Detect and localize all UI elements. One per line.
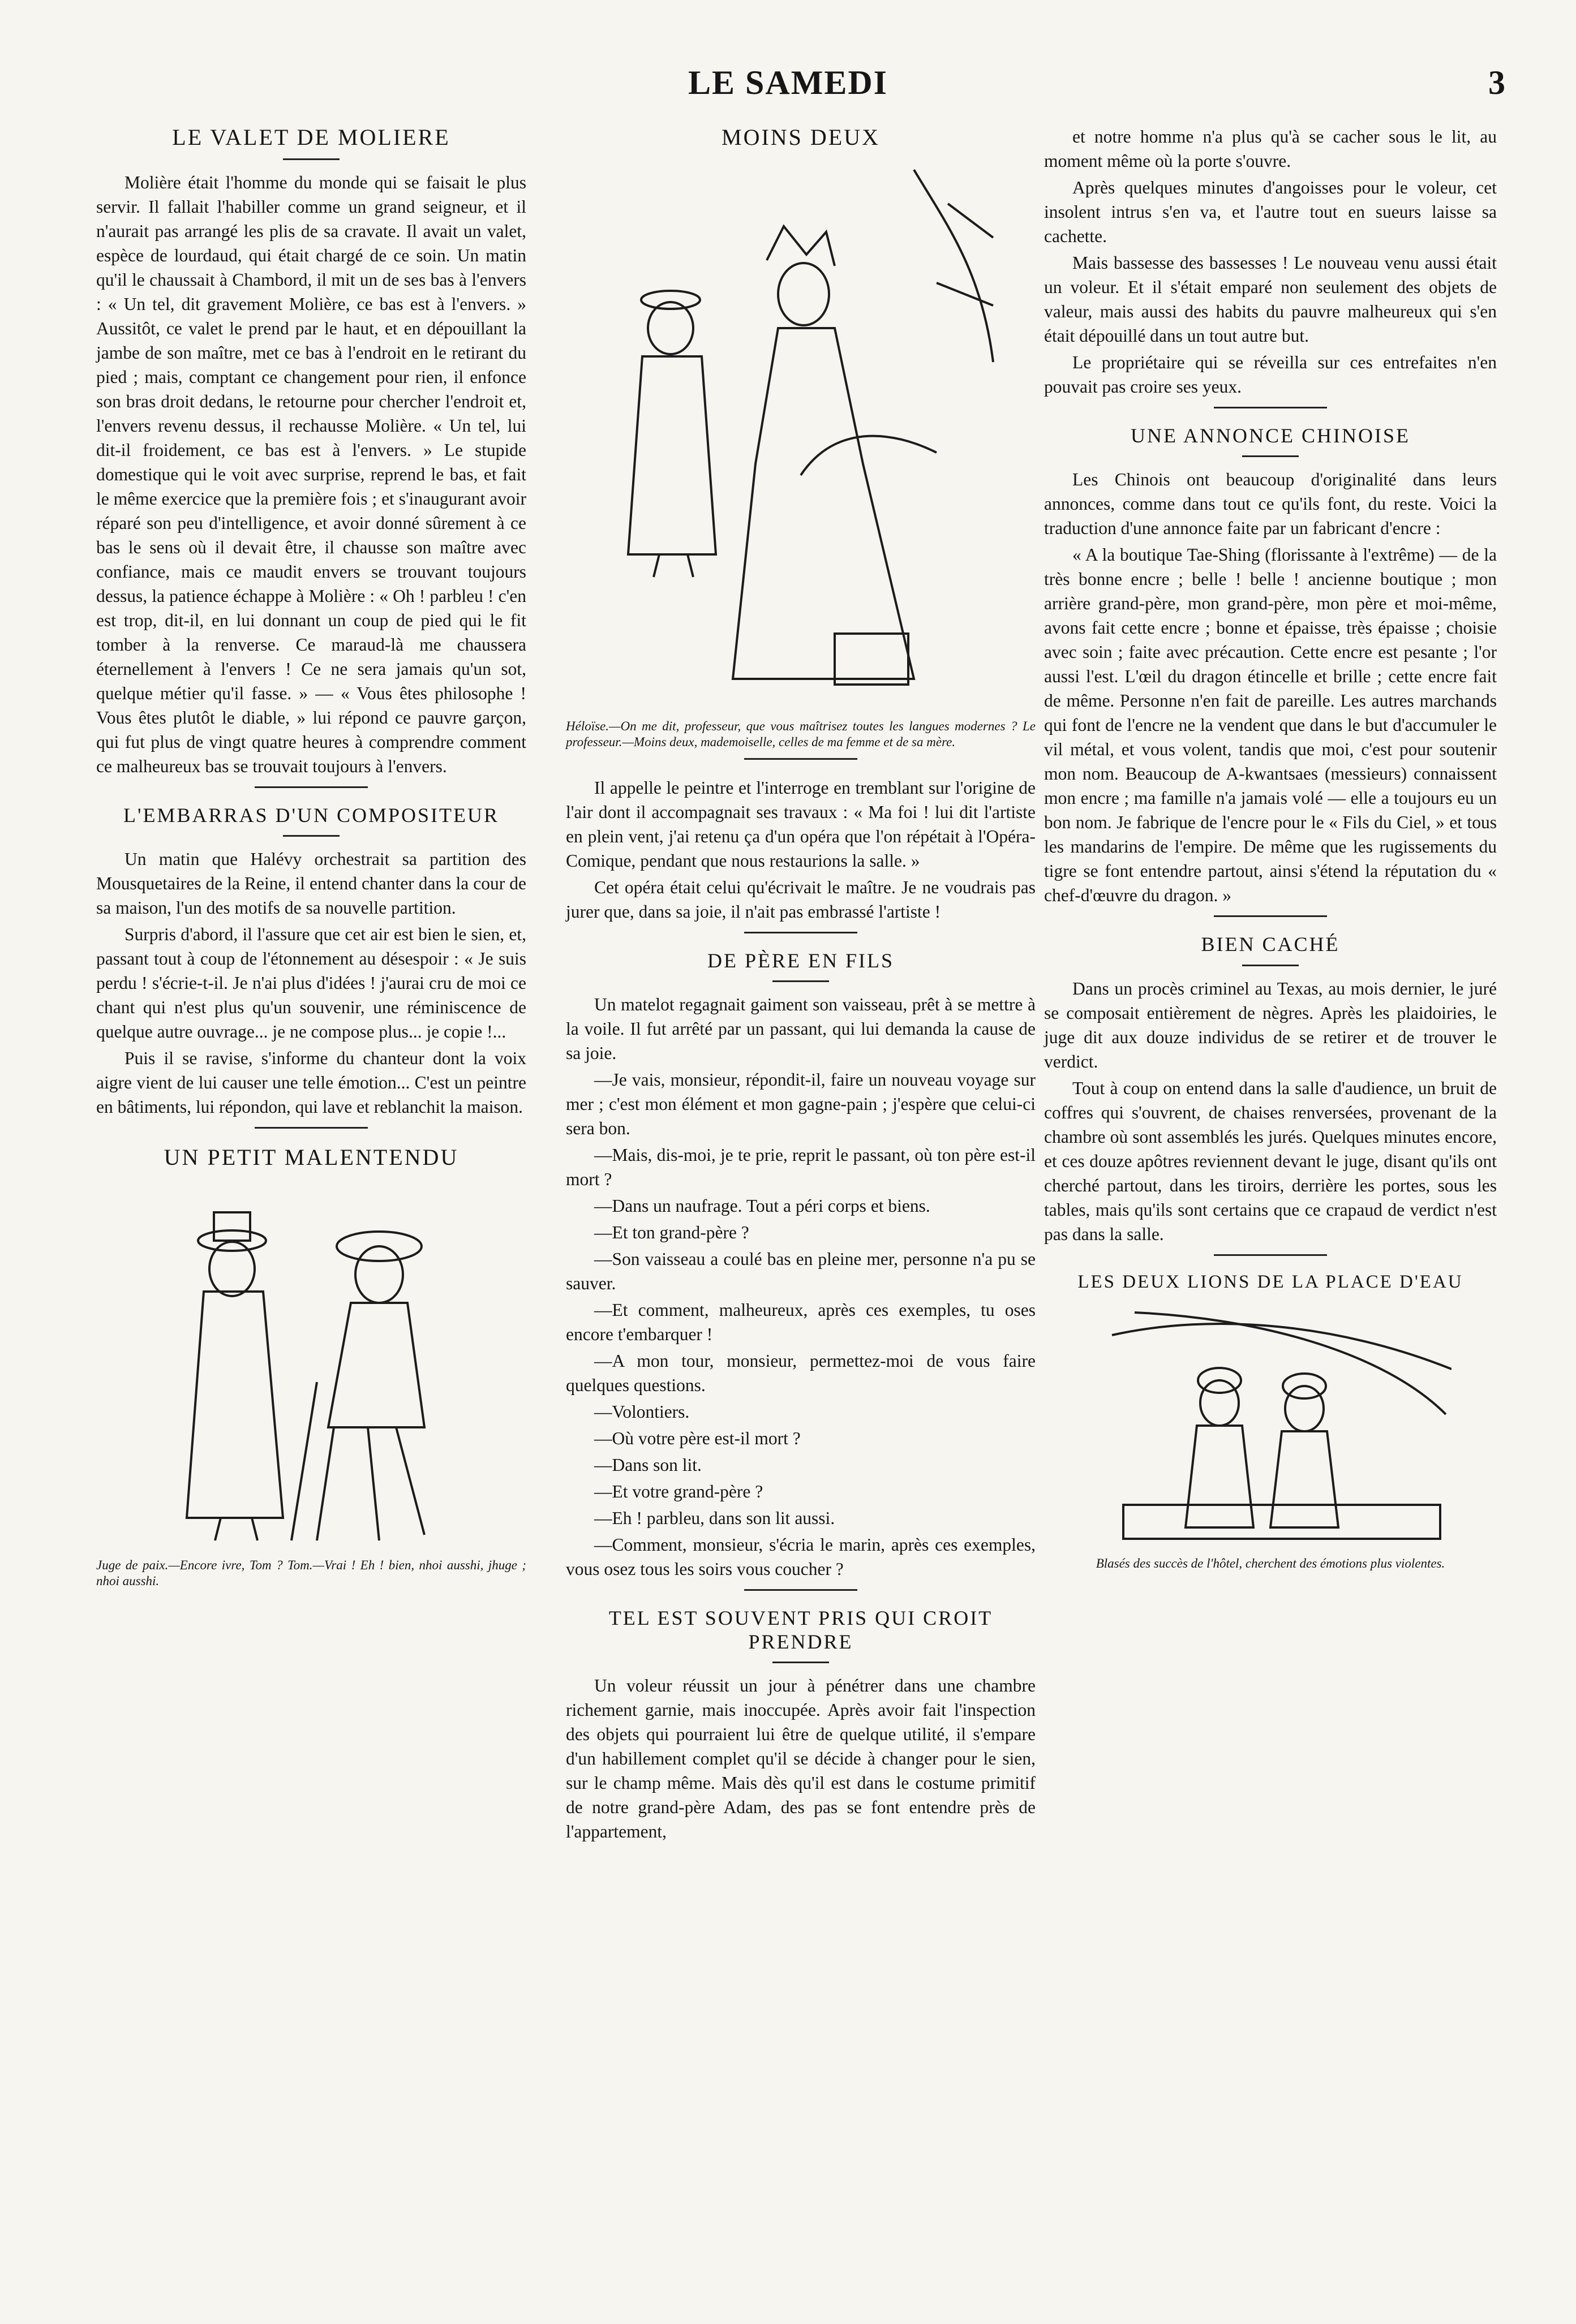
illustration-two-fishermen: [1089, 1301, 1452, 1550]
article-embarras: [96, 804, 526, 1119]
article-title: UN PETIT MALENTENDU: [164, 1144, 459, 1170]
divider: [1242, 965, 1299, 966]
paragraph: Mais bassesse des bassesses ! Le nouveau venu aussi était un voleur. Et il s'était emparé non seulement des objets de valeur, mais aussi des habits du pauvre malheureux qui s'en était dépouillé dans un tout autre but.: [1044, 253, 1497, 346]
paragraph: —Et votre grand-père ?: [594, 1482, 763, 1502]
article-title: LES DEUX LIONS DE LA PLACE D'EAU: [1077, 1271, 1463, 1292]
paragraph: —Dans un naufrage. Tout a péri corps et biens.: [594, 1196, 930, 1216]
column-right: [1044, 124, 1497, 1572]
paragraph: —A mon tour, monsieur, permettez-moi de vous faire quelques questions.: [566, 1351, 1036, 1396]
paragraph: —Où votre père est-il mort ?: [594, 1428, 801, 1449]
divider: [1214, 1254, 1327, 1256]
article-title: L'EMBARRAS D'UN COMPOSITEUR: [123, 804, 500, 827]
divider: [255, 786, 368, 788]
article-title: MOINS DEUX: [722, 124, 880, 150]
divider: [1214, 407, 1327, 408]
paragraph: Un matelot regagnait gaiment son vaisseau, prêt à se mettre à la voile. Il fut arrêté par un passant, qui lui demanda la cause de sa joie.: [566, 995, 1036, 1064]
article-pere-en-fils: [566, 949, 1036, 1581]
paragraph: Les Chinois ont beaucoup d'originalité dans leurs annonces, comme dans tout ce qu'ils font, du reste. Voici la traduction d'une annonce faite par un fabricant d'encre :: [1044, 470, 1497, 539]
article-title: LE VALET DE MOLIERE: [172, 124, 450, 150]
paragraph: « A la boutique Tae-Shing (florissante à l'extrême) — de la très bonne encre ; belle ! belle ! ancienne boutique ; mon arrière grand-père, mon grand-père, mon père et moi-même, avons fait cette encre ; bonne et épaisse, très épaisse ; choisie avec soin ; faite avec précaution. Cette encre est pesante ; l'or aussi l'est. L'œil du dragon étincelle et brille ; cette encre fait de même. Personne n'en fait de pareille. Les autres marchands qui font de l'encre ne la vendent que dans le but d'accumuler le vil métal, et vous volent, tandis que moi, c'est pour soutenir mon nom. Beaucoup de A-kwantsaes (messieurs) connaissent mon encre ; ma famille n'a jamais volé — elle a toujours eu un bon nom. Je fabrique de l'encre pour le « Fils du Ciel, » et tous les mandarins de l'empire. De même que les rugissements du tigre se font entendre partout, ainsi s'étend la réputation du « chef-d'œuvre du dragon. »: [1044, 545, 1497, 906]
paragraph: Cet opéra était celui qu'écrivait le maître. Je ne voudrais pas jurer que, dans sa joie, il n'ait pas embrassé l'artiste !: [566, 877, 1036, 922]
divider: [744, 758, 857, 760]
illustration-caption: Héloïse.—On me dit, professeur, que vous maîtrisez toutes les langues modernes ? Le professeur.—Moins deux, mademoiselle, celles de ma femme et de sa mère.: [566, 719, 1036, 749]
divider: [283, 835, 340, 837]
illustration-caption: Blasés des succès de l'hôtel, cherchent des émotions plus violentes.: [1096, 1556, 1445, 1570]
paragraph: —Dans son lit.: [594, 1455, 702, 1475]
article-title: BIEN CACHÉ: [1201, 933, 1340, 956]
article-valet: [96, 124, 526, 778]
divider: [1242, 455, 1299, 457]
paragraph: Le propriétaire qui se réveilla sur ces entrefaites n'en pouvait pas croire ses yeux.: [1044, 352, 1497, 397]
paragraph: et notre homme n'a plus qu'à se cacher sous le lit, au moment même où la porte s'ouvre.: [1044, 127, 1497, 171]
paragraph: Molière était l'homme du monde qui se faisait le plus servir. Il fallait l'habiller comme un grand seigneur, et il n'aurait pas arrangé les plis de sa cravate. Il avait un valet, espèce de lourdaud, qui était chargé de ce soin. Un matin qu'il le chaussait à Chambord, il mit un de ses bas à l'envers : « Un tel, dit gravement Molière, ce bas est à l'envers. » Aussitôt, ce valet le prend par le haut, et en dépouillant la jambe de son maître, met ce bas à l'endroit en le retirant du pied ; mais, comptant ce changement pour rien, il enfonce son bras droit dedans, le retourne pour chercher l'endroit et, l'envers revenu dessus, il rechausse Molière. « Un tel, lui dit-il froidement, ce bas est à l'envers. » Le stupide domestique qui le voit avec surprise, reprend le bas, et fait le même exercice que la première fois ; et s'inaugurant avoir réparé son peu d'intelligence, et avoir donné sûrement à ce bas le sens où il devait être, il chausse son maître avec confiance, mais ce maudit envers se trouvant toujours dessus, la patience échappe à Molière : « Oh ! parbleu ! c'en est trop, dit-il, en lui donnant un coup de pied qui le fit tomber à la renverse. Ce maraud-là me chaussera éternellement à l'envers ! Ce ne sera jamais qu'un sot, quelque métier qu'il fasse. » — « Vous êtes philosophe ! Vous êtes plutôt le diable, » lui répond ce pauvre garçon, qui fut plus de vingt quatre heures à comprendre comment ce malheureux bas se trouvait toujours à l'envers.: [96, 173, 526, 776]
illustration-judge-and-drunk: [130, 1178, 492, 1552]
paragraph: —Mais, dis-moi, je te prie, reprit le passant, où ton père est-il mort ?: [566, 1145, 1036, 1190]
divider: [772, 1662, 829, 1663]
page-number: 3: [1488, 64, 1505, 101]
paragraph: —Volontiers.: [594, 1402, 690, 1422]
article-annonce-chinoise: [1044, 424, 1497, 907]
article-moins-deux: [566, 124, 1036, 750]
paragraph: —Eh ! parbleu, dans son lit aussi.: [594, 1508, 835, 1529]
article-bien-cache: [1044, 933, 1497, 1246]
paragraph: Un voleur réussit un jour à pénétrer dans une chambre richement garnie, mais inoccupée. Après avoir fait l'inspection des objets qui pourraient lui être de quelque utilité, il s'empare d'un habillement complet qu'il se décide à changer pour le sien, sur le champ même. Mais dès qu'il est dans le costume primitif de notre grand-père Adam, des pas se font entendre près de l'appartement,: [566, 1676, 1036, 1842]
divider: [772, 980, 829, 982]
divider: [1214, 915, 1327, 917]
paragraph: —Je vais, monsieur, répondit-il, faire un nouveau voyage sur mer ; c'est mon élément et mon gagne-pain ; j'espère que celui-ci sera bon.: [566, 1070, 1036, 1139]
paragraph: Après quelques minutes d'angoisses pour le voleur, cet insolent intrus s'en va, et l'autre tout en sueurs laisse sa cachette.: [1044, 178, 1497, 246]
article-tel-est-pris-continued: [1044, 124, 1497, 399]
illustration-caption: Juge de paix.—Encore ivre, Tom ? Tom.—Vrai ! Eh ! bien, nhoi ausshi, jhuge ; nhoi ausshi.: [96, 1558, 526, 1589]
paragraph: —Et ton grand-père ?: [594, 1223, 749, 1243]
paragraph: Dans un procès criminel au Texas, au mois dernier, le juré se composait entièrement de nègres. Après les plaidoiries, le juge dit aux douze individus de se retirer et de trouver le verdict.: [1044, 978, 1497, 1071]
divider: [744, 1589, 857, 1591]
column-middle: [566, 124, 1036, 1846]
article-embarras-continued: [566, 776, 1036, 924]
divider: [744, 932, 857, 933]
paragraph: —Et comment, malheureux, après ces exemples, tu oses encore t'embarquer !: [566, 1300, 1036, 1345]
paragraph: Puis il se ravise, s'informe du chanteur dont la voix aigre vient de lui causer une telle émotion... C'est un peintre en bâtiments, lui répondon, qui lave et reblanchit la maison.: [96, 1048, 526, 1117]
divider: [255, 1127, 368, 1129]
article-malentendu: [96, 1144, 526, 1589]
article-title: UNE ANNONCE CHINOISE: [1131, 424, 1410, 447]
paragraph: Il appelle le peintre et l'interroge en tremblant sur l'origine de l'air dont il accompagnait ses travaux : « Ma foi ! lui dit l'artiste en plein vent, j'ai retenu ça d'un opéra que l'on répétait à l'Opéra-Comique, pendant que nous restaurions la salle. »: [566, 778, 1036, 871]
masthead-title: LE SAMEDI: [688, 64, 888, 101]
illustration-heloise-and-professor: [597, 158, 1004, 713]
paragraph: —Comment, monsieur, s'écria le marin, après ces exemples, vous osez tous les soirs vous coucher ?: [566, 1535, 1036, 1580]
divider: [283, 158, 340, 160]
article-tel-est-pris: [566, 1607, 1036, 1844]
column-left: [96, 124, 526, 1589]
article-title: DE PÈRE EN FILS: [707, 949, 894, 972]
paragraph: Un matin que Halévy orchestrait sa partition des Mousquetaires de la Reine, il entend chanter dans la cour de sa maison, l'un des motifs de sa nouvelle partition.: [96, 849, 526, 918]
paragraph: Tout à coup on entend dans la salle d'audience, un bruit de coffres qui s'ouvrent, de chaises renversées, provenant de la chambre où sont assemblés les jurés. Quelques minutes encore, et ces douze apôtres reviennent devant le juge, disant qu'ils ont cherché partout, dans les tiroirs, derrière les portes, sous les tables, mais qu'ils sont certains que ce crapaud de verdict n'est pas dans la salle.: [1044, 1078, 1497, 1244]
paragraph: —Son vaisseau a coulé bas en pleine mer, personne n'a pu se sauver.: [566, 1249, 1036, 1294]
article-title: TEL EST SOUVENT PRIS QUI CROIT PRENDRE: [608, 1607, 993, 1653]
article-deux-lions: [1044, 1272, 1497, 1572]
paragraph: Surpris d'abord, il l'assure que cet air est bien le sien, et, passant tout à coup de l'étonnement au désespoir : « Je suis perdu ! s'écrie-t-il. Je n'ai plus d'idées ! j'aurai cru de moi ce chant qui n'est plus qu'un souvenir, une réminiscence de quelque autre ouvrage... je ne compose plus... je copie !...: [96, 924, 526, 1042]
